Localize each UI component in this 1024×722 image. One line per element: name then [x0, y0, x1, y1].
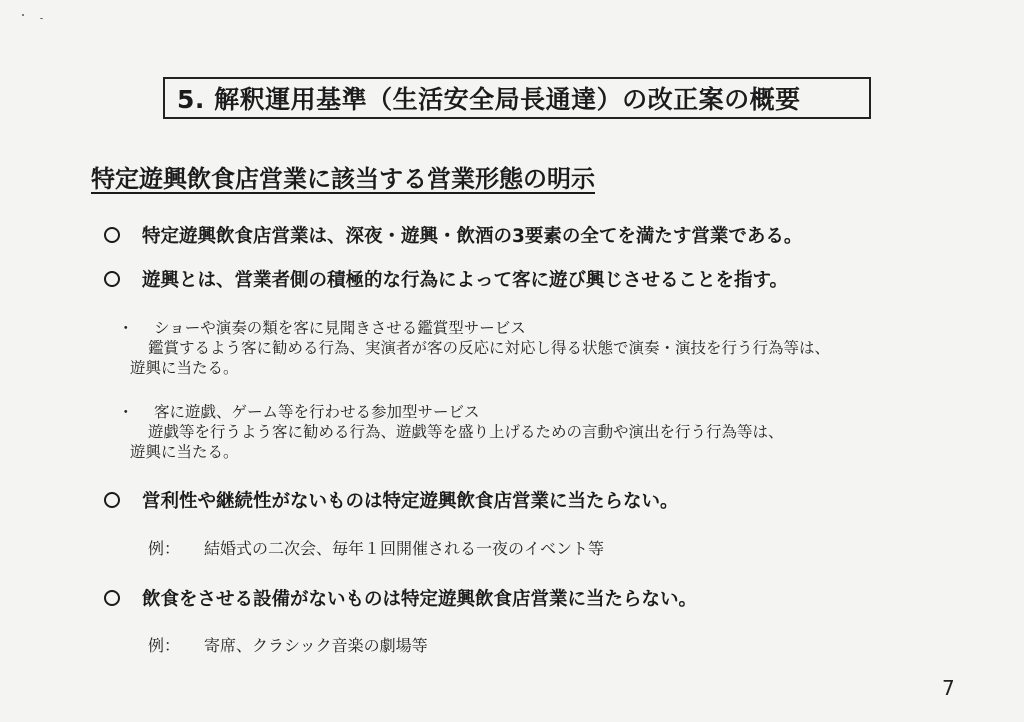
page-title-text: 5. 解釈運用基準（生活安全局長通達）の改正案の概要: [177, 85, 801, 114]
circle-bullet-icon: [104, 492, 120, 508]
page-title: [163, 77, 871, 119]
example-text: 結婚式の二次会、毎年１回開催される一夜のイベント等: [204, 539, 605, 558]
bullet-text: 営利性や継続性がないものは特定遊興飲食店営業に当たらない。: [142, 491, 679, 512]
example-label: 例：: [148, 539, 181, 558]
example-label: 例：: [148, 636, 181, 655]
circle-bullet-icon: [104, 590, 120, 606]
sub-item-marker: ・: [118, 403, 134, 421]
example-text: 寄席、クラシック音楽の劇場等: [204, 636, 428, 655]
sub-item-line: 遊興に当たる。: [130, 443, 239, 461]
sub-item-line: 鑑賞するよう客に勧める行為、実演者が客の反応に対応し得る状態で演奏・演技を行う行為等は、: [148, 339, 831, 357]
sub-item-marker: ・: [118, 319, 134, 337]
sub-item-heading: ショーや演奏の類を客に見聞きさせる鑑賞型サービス: [154, 319, 526, 337]
sub-item: [118, 402, 784, 462]
bullet-text: 特定遊興飲食店営業は、深夜・遊興・飲酒の3要素の全てを満たす営業である。: [142, 226, 803, 247]
bullet-item: [104, 266, 788, 292]
sub-item-line: 遊戯等を行うよう客に勧める行為、遊戯等を盛り上げるための言動や演出を行う行為等は、: [148, 423, 784, 441]
circle-bullet-icon: [104, 227, 120, 243]
scan-speck: [22, 14, 24, 16]
example-line: [148, 536, 604, 559]
bullet-text: 遊興とは、営業者側の積極的な行為によって客に遊び興じさせることを指す。: [142, 270, 789, 291]
sub-item-heading: 客に遊戯、ゲーム等を行わせる参加型サービス: [154, 403, 480, 421]
page-number: 7: [942, 676, 955, 700]
sub-item-line: 遊興に当たる。: [130, 359, 239, 377]
bullet-item: [104, 222, 802, 248]
example-line: [148, 633, 428, 656]
section-heading: 特定遊興飲食店営業に該当する営業形態の明示: [91, 165, 595, 193]
bullet-item: [104, 487, 679, 513]
sub-item: [118, 318, 830, 378]
bullet-text: 飲食をさせる設備がないものは特定遊興飲食店営業に当たらない。: [142, 589, 698, 610]
circle-bullet-icon: [104, 271, 120, 287]
bullet-item: [104, 585, 697, 611]
scan-speck: [40, 18, 43, 19]
